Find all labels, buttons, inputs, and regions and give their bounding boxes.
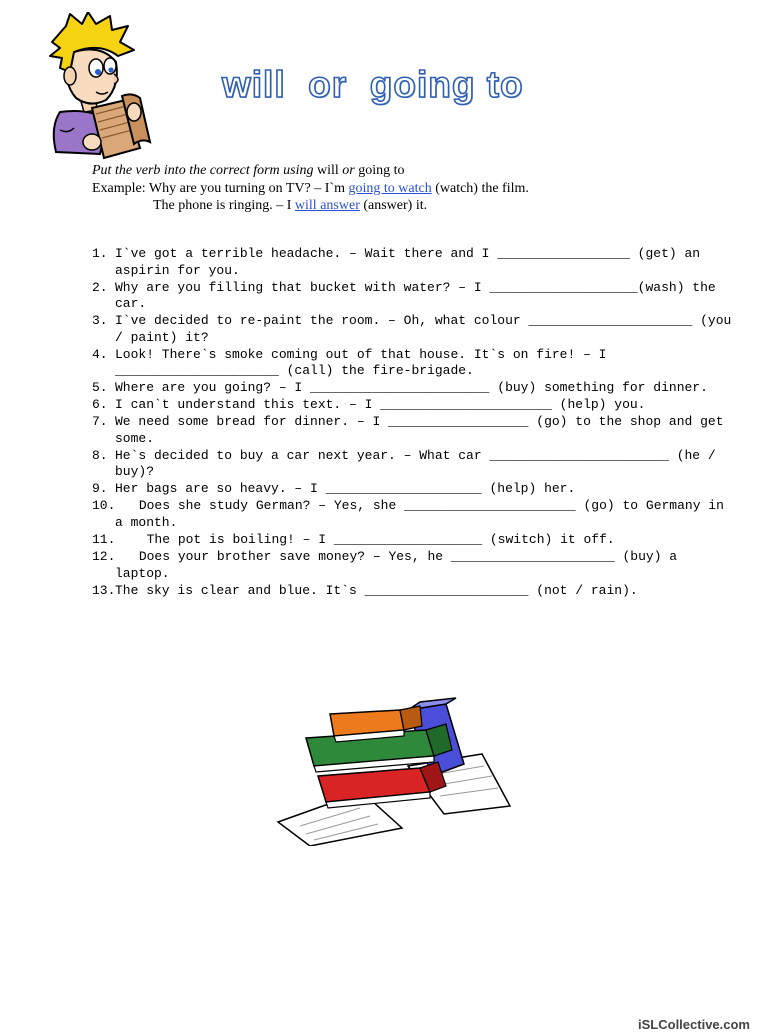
exercise-item — [92, 397, 732, 414]
example-2-before: The phone is ringing. – I — [153, 198, 295, 213]
boy-reading-illustration — [30, 12, 170, 160]
exercise-item — [92, 549, 732, 582]
exercise-number: 4. — [92, 346, 108, 362]
instruction-or: or — [342, 163, 355, 178]
instruction-text: Put the verb into the correct form using — [92, 163, 314, 178]
exercise-item — [92, 347, 732, 380]
watermark: iSLCollective.com — [638, 1017, 750, 1032]
keyword-will: will — [317, 163, 339, 178]
exercise-item — [92, 280, 732, 313]
exercise-text: I`ve decided to re-paint the room. – Oh, what colour _____________________ (you / paint) it? — [115, 313, 740, 345]
exercise-item — [92, 414, 732, 447]
example-2-answer[interactable]: will answer — [294, 198, 360, 213]
example-2 — [153, 197, 427, 214]
example-1-after: (watch) the film. — [431, 181, 529, 196]
exercise-item — [92, 583, 732, 600]
exercise-number: 9. — [92, 481, 108, 497]
exercise-number: 1. — [92, 246, 108, 261]
exercise-text: Why are you filling that bucket with water? – I ___________________(wash) the car. — [115, 279, 724, 312]
exercise-text: Does she study German? – Yes, she ______________________ (go) to Germany in a month. — [115, 498, 732, 531]
exercise-number: 7. — [92, 414, 108, 430]
exercise-number: 3. — [92, 313, 108, 329]
exercise-number: 2. — [92, 279, 108, 295]
exercise-number: 11. — [92, 532, 116, 547]
exercise-item — [92, 246, 732, 279]
instructions — [92, 162, 405, 179]
page-title: will or going to — [222, 64, 524, 105]
exercise-text: The sky is clear and blue. It`s _____________________ (not / rain). — [115, 582, 638, 598]
exercise-text: He`s decided to buy a car next year. – What car _______________________ (he / buy)? — [115, 447, 724, 480]
example-1-answer[interactable]: going to watch — [348, 181, 432, 196]
books-illustration — [270, 696, 520, 846]
keyword-going-to: going to — [358, 163, 405, 178]
exercise-text: Her bags are so heavy. – I ____________________ (help) her. — [115, 481, 576, 497]
exercise-number: 8. — [92, 447, 108, 463]
exercise-list — [92, 246, 740, 600]
exercise-number: 12. — [92, 548, 116, 564]
exercise-item — [92, 448, 732, 481]
example-1 — [92, 180, 529, 197]
exercise-item — [92, 313, 740, 346]
example-2-after: (answer) it. — [359, 198, 428, 213]
exercise-number: 6. — [92, 397, 108, 413]
exercise-text: We need some bread for dinner. – I __________________ (go) to the shop and get some. — [115, 414, 732, 446]
exercise-text: I`ve got a terrible headache. – Wait there and I _________________ (get) an aspirin for you. — [115, 246, 708, 278]
exercise-text: Look! There`s smoke coming out of that house. It`s on fire! – I _____________________ (call) the fire-brigade. — [115, 346, 615, 379]
exercise-number: 5. — [92, 380, 108, 396]
example-1-before: Example: Why are you turning on TV? – I`m — [92, 181, 349, 196]
exercise-number: 10. — [92, 498, 116, 514]
exercise-item — [92, 481, 732, 498]
exercise-text: The pot is boiling! – I ___________________ (switch) it off. — [146, 532, 615, 547]
exercise-text: Where are you going? – I _______________________ (buy) something for dinner. — [115, 380, 708, 396]
exercise-item — [92, 532, 732, 549]
exercise-item — [92, 380, 732, 397]
exercise-text: Does your brother save money? – Yes, he _____________________ (buy) a laptop. — [115, 548, 685, 581]
exercise-number: 13. — [92, 582, 116, 598]
exercise-item — [92, 498, 732, 531]
exercise-text: I can`t understand this text. – I ______________________ (help) you. — [115, 397, 646, 413]
